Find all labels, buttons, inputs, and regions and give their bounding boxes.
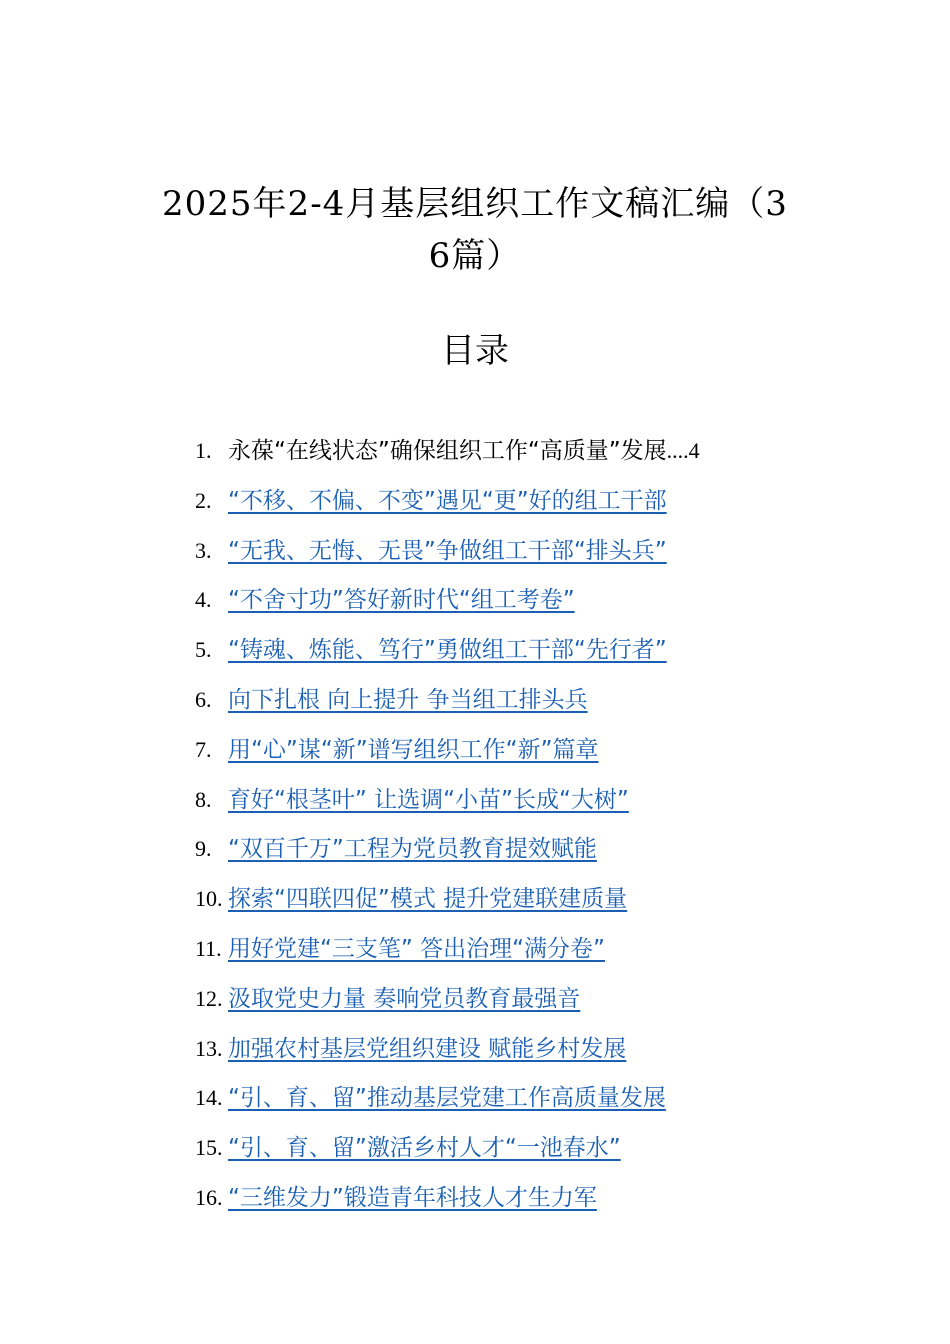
- toc-item-1[interactable]: [195, 426, 835, 476]
- toc-item-number: 9.: [195, 836, 212, 862]
- toc-item-number: 12.: [195, 985, 223, 1011]
- toc-item-number: 14.: [195, 1085, 223, 1111]
- toc-item-3[interactable]: [195, 526, 835, 576]
- toc-item-7[interactable]: [195, 725, 835, 775]
- toc-item-number: 2.: [195, 487, 212, 513]
- toc-item-12[interactable]: [195, 974, 835, 1024]
- toc-item-link[interactable]: “无我、无悔、无畏”争做组工干部“排头兵”: [228, 537, 667, 564]
- document-title: [140, 178, 810, 282]
- toc-item-link[interactable]: 用好党建“三支笔” 答出治理“满分卷”: [228, 935, 605, 962]
- table-of-contents: [195, 426, 835, 1223]
- document-title-line-1: 2025年2-4月基层组织工作文稿汇编（3: [162, 184, 788, 224]
- toc-item-link[interactable]: “双百千万”工程为党员教育提效赋能: [228, 836, 597, 863]
- toc-item-link[interactable]: “不舍寸功”答好新时代“组工考卷”: [228, 587, 575, 614]
- toc-item-number: 1.: [195, 438, 212, 463]
- toc-item-link[interactable]: “引、育、留”推动基层党建工作高质量发展: [228, 1085, 666, 1112]
- toc-item-link[interactable]: 向下扎根 向上提升 争当组工排头兵: [228, 686, 588, 713]
- toc-item-page: ....4: [666, 438, 700, 463]
- toc-item-2[interactable]: [195, 476, 835, 526]
- toc-item-number: 6.: [195, 686, 212, 712]
- toc-item-8[interactable]: [195, 775, 835, 825]
- toc-item-10[interactable]: [195, 874, 835, 924]
- toc-item-number: 15.: [195, 1135, 223, 1161]
- toc-item-16[interactable]: [195, 1173, 835, 1223]
- toc-item-4[interactable]: [195, 575, 835, 625]
- toc-item-number: 11.: [195, 935, 222, 961]
- toc-item-15[interactable]: [195, 1123, 835, 1173]
- toc-item-9[interactable]: [195, 824, 835, 874]
- toc-item-6[interactable]: [195, 675, 835, 725]
- toc-item-number: 7.: [195, 736, 212, 762]
- toc-item-number: 8.: [195, 786, 212, 812]
- toc-item-link[interactable]: 育好“根茎叶” 让选调“小苗”长成“大树”: [228, 786, 629, 813]
- toc-item-number: 16.: [195, 1184, 223, 1210]
- toc-item-link[interactable]: 用“心”谋“新”谱写组织工作“新”篇章: [228, 736, 599, 763]
- toc-item-13[interactable]: [195, 1024, 835, 1074]
- toc-item-number: 4.: [195, 587, 212, 613]
- toc-item-number: 13.: [195, 1035, 223, 1061]
- toc-heading: 目录: [441, 331, 509, 371]
- toc-item-5[interactable]: [195, 625, 835, 675]
- toc-item-number: 10.: [195, 886, 223, 912]
- toc-item-link[interactable]: 加强农村基层党组织建设 赋能乡村发展: [228, 1035, 627, 1062]
- toc-item-11[interactable]: [195, 924, 835, 974]
- document-title-line-2: 6篇）: [428, 236, 522, 276]
- toc-item-number: 3.: [195, 537, 212, 563]
- toc-item-link[interactable]: 探索“四联四促”模式 提升党建联建质量: [228, 886, 628, 913]
- toc-item-14[interactable]: [195, 1073, 835, 1123]
- toc-item-link[interactable]: 汲取党史力量 奏响党员教育最强音: [228, 985, 581, 1012]
- toc-item-link[interactable]: “铸魂、炼能、笃行”勇做组工干部“先行者”: [228, 637, 667, 664]
- toc-item-link[interactable]: “不移、不偏、不变”遇见“更”好的组工干部: [228, 487, 667, 514]
- toc-item-link[interactable]: “三维发力”锻造青年科技人才生力军: [228, 1184, 597, 1211]
- toc-item-number: 5.: [195, 637, 212, 663]
- toc-item-link[interactable]: 永葆“在线状态”确保组织工作“高质量”发展: [228, 438, 667, 464]
- toc-item-link[interactable]: “引、育、留”激活乡村人才“一池春水”: [228, 1135, 621, 1162]
